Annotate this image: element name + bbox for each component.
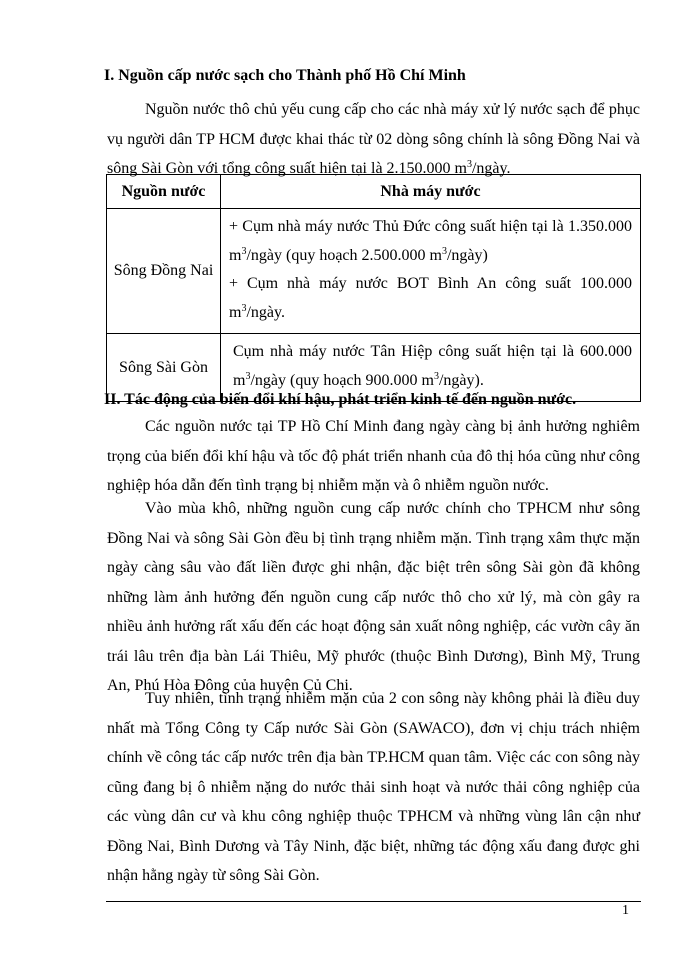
section-2-paragraph-2: Vào mùa khô, những nguồn cung cấp nước chính cho TPHCM như sông Đồng Nai và sông Sài Gòn đều bị tình trạng nhiễm mặn. Tình trạng xâm thực mặn ngày càng sâu vào đất liền được ghi nhận, đặc biệt trên sông Sài gòn đã không những làm ảnh hưởng đến nguồn cung cấp nước thô cho xử lý, mà còn gây ra nhiều ảnh hưởng rất xấu đến các hoạt động sản xuất nông nghiệp, các vườn cây ăn trái lâu trên địa bàn Lái Thiêu, Mỹ phước (thuộc Bình Dương), Bình Mỹ, Trung An, Phú Hòa Đông của huyện Củ Chi.	[107, 500, 640, 694]
section-2-heading: II. Tác động của biến đổi khí hậu, phát triển kinh tế đến nguồn nước.	[104, 391, 577, 408]
plant-thu-duc: + Cụm nhà máy nước Thủ Đức công suất hiện tại là 1.350.000 $m^3$/ngày (quy hoạch 2.500.000 $m^3/ngày$)	[229, 218, 632, 264]
plant-tan-hiep: Cụm nhà máy nước Tân Hiệp công suất hiện tại là 600.000 $m^3$/ngày (quy hoạch 900.000 $m^3/ngày$).	[233, 343, 632, 389]
row-plants-dong-nai	[221, 209, 641, 334]
page-number: 1	[622, 903, 629, 918]
table-header-row	[107, 175, 641, 209]
row-source-dong-nai: Sông Đồng Nai	[107, 209, 221, 334]
section-1-heading: I. Nguồn cấp nước sạch cho Thành phố Hồ Chí Minh	[104, 67, 466, 84]
section-2-paragraph-3: Tuy nhiên, tình trạng nhiễm mặn của 2 con sông này không phải là điều duy nhất mà Tổng Công ty Cấp nước Sài Gòn (SAWACO), đơn vị chịu trách nhiệm chính về công tác cấp nước trên địa bàn TP.HCM quan tâm. Việc các con sông này cũng đang bị ô nhiễm nặng do nước thải sinh hoạt và nước thải công nghiệp của các vùng dân cư và khu công nghiệp thuộc TPHCM và những vùng lân cận như Đồng Nai, Bình Dương và Tây Ninh, đặc biệt, những tác động xấu đang được ghi nhận hằng ngày từ sông Sài Gòn.	[107, 690, 640, 884]
header-water-source: Nguồn nước	[107, 175, 221, 209]
section-2-paragraph-1: Các nguồn nước tại TP Hồ Chí Minh đang ngày càng bị ảnh hưởng nghiêm trọng của biến đổi khí hậu và tốc độ phát triển nhanh của đô thị hóa cũng như công nghiệp hóa dẫn đến tình trạng bị nhiễm mặn và ô nhiễm nguồn nước.	[107, 418, 640, 494]
row-source-sai-gon: Sông Sài Gòn	[107, 334, 221, 402]
footer-divider	[106, 901, 641, 902]
plant-binh-an: + Cụm nhà máy nước BOT Bình An công suất 100.000 $m^3$/ngày.	[229, 275, 632, 321]
header-water-plant: Nhà máy nước	[221, 175, 641, 209]
table-row	[107, 209, 641, 334]
section-1-paragraph: Nguồn nước thô chủ yếu cung cấp cho các nhà máy xử lý nước sạch để phục vụ người dân TP HCM được khai thác từ 02 dòng sông chính là sông Đồng Nai và sông Sài Gòn với tổng công suất hiện tại là 2.150.000 $m^3$/ngày.	[107, 101, 640, 177]
water-source-table	[106, 174, 641, 402]
